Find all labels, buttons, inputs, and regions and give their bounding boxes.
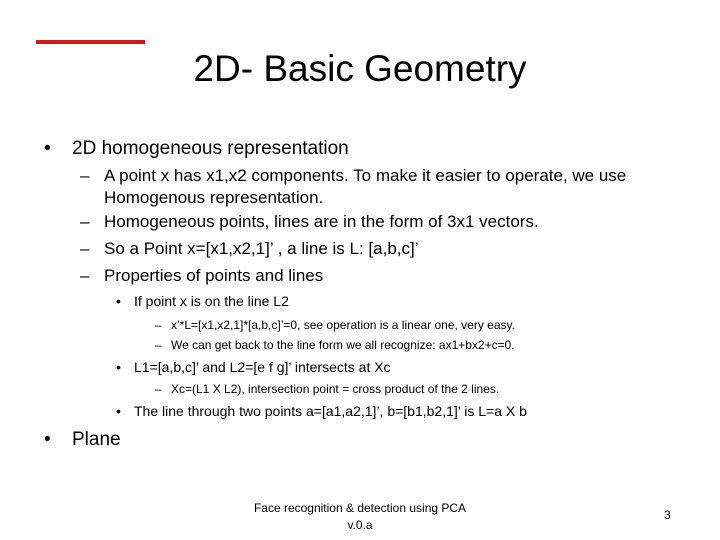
level4-bullet-dot-product: x’*L=[x1,x2,1]*[a,b,c]’=0, see operation is a linear one, very easy. bbox=[171, 318, 515, 332]
page-number: 3 bbox=[664, 508, 671, 522]
bullet-dot-icon: • bbox=[44, 429, 51, 450]
bullet-dash-icon: – bbox=[80, 266, 90, 285]
footer-version: v.0.a bbox=[347, 518, 373, 532]
sub-sub-bullet-line-through-points: The line through two points a=[a1,a2,1]’, b=[b1,b2,1]’ is L=a X b bbox=[134, 403, 527, 419]
bullet-dash-icon: – bbox=[155, 318, 162, 332]
slide-title: 2D- Basic Geometry bbox=[193, 48, 527, 89]
bullet-2d-homogeneous: 2D homogeneous representation bbox=[72, 138, 349, 159]
footer-text bbox=[240, 500, 480, 534]
sub-sub-bullet-intersection: L1=[a,b,c]’ and L2=[e f g]’ intersects at Xc bbox=[134, 359, 391, 375]
bullet-dot-icon: • bbox=[116, 293, 121, 309]
sub-bullet-point-line: So a Point x=[x1,x2,1]’ , a line is L: [a,b,c]’ bbox=[104, 239, 419, 258]
bullet-dot-icon: • bbox=[116, 403, 121, 419]
sub-bullet-properties: Properties of points and lines bbox=[104, 266, 324, 285]
bullet-dash-icon: – bbox=[155, 382, 162, 396]
sub-bullet-point-components: A point x has x1,x2 components. To make it easier to operate, we use bbox=[104, 166, 627, 185]
level4-bullet-line-form: We can get back to the line form we all recognize: ax1+bx2+c=0. bbox=[171, 338, 515, 352]
bullet-dot-icon: • bbox=[116, 359, 121, 375]
footer-title: Face recognition & detection using PCA bbox=[253, 501, 467, 515]
bullet-plane: Plane bbox=[72, 429, 121, 450]
bullet-dash-icon: – bbox=[155, 338, 162, 352]
sub-bullet-vectors: Homogeneous points, lines are in the form of 3x1 vectors. bbox=[104, 212, 539, 231]
level4-bullet-cross-product: Xc=(L1 X L2), intersection point = cross product of the 2 lines. bbox=[171, 382, 500, 396]
bullet-dash-icon: – bbox=[80, 212, 90, 231]
sub-sub-bullet-point-on-line: If point x is on the line L2 bbox=[134, 293, 289, 309]
sub-bullet-point-components-cont: Homogenous representation. bbox=[104, 188, 324, 207]
bullet-dash-icon: – bbox=[80, 166, 90, 185]
bullet-dash-icon: – bbox=[80, 239, 90, 258]
bullet-dot-icon: • bbox=[44, 138, 51, 159]
